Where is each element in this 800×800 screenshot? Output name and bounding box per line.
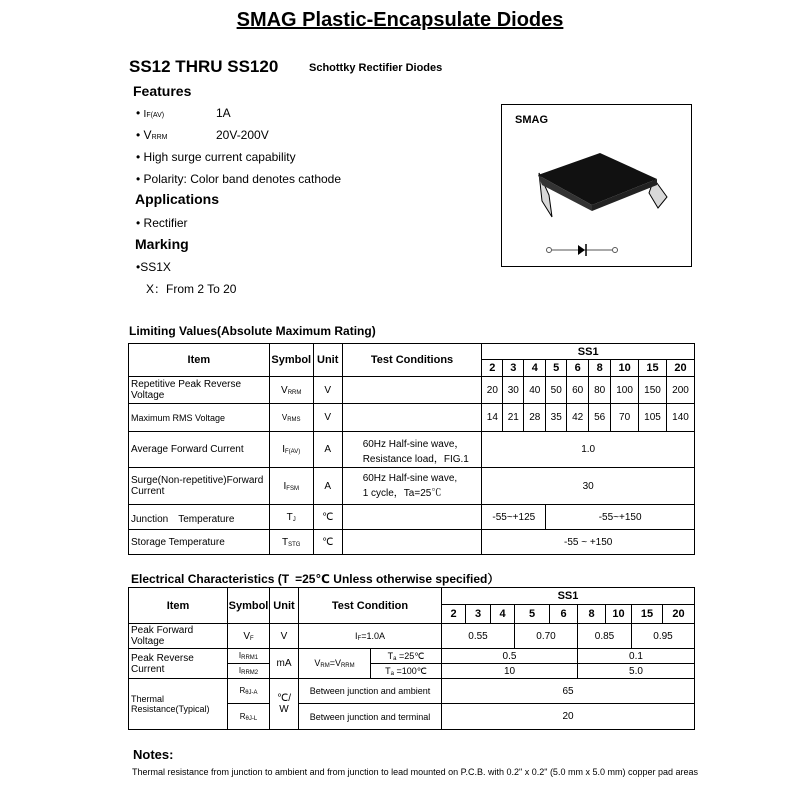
row-value: 0.5 (442, 649, 578, 664)
header-unit: Unit (270, 588, 299, 624)
row-unit: ℃/ W (270, 679, 299, 730)
package-box (501, 104, 692, 267)
row-value: 20 (482, 377, 503, 404)
row-test: Between junction and ambient (299, 679, 442, 704)
row-test-temp: $T_a$ =100℃ (371, 664, 442, 679)
col-header: 3 (466, 605, 491, 624)
row-value: 56 (589, 404, 611, 432)
feature-ifav: • IF(AV) (136, 106, 165, 120)
feature-surge: • High surge current capability (136, 150, 296, 164)
feature-polarity: • Polarity: Color band denotes cathode (136, 172, 342, 186)
row-symbol: $I_{RRM2}$ (228, 664, 270, 679)
row-value: 100 (611, 377, 639, 404)
row-value: 0.55 (442, 624, 515, 649)
table-row (129, 432, 695, 468)
col-header: 5 (515, 605, 550, 624)
row-value: 65 (442, 679, 695, 704)
table-row (129, 649, 695, 664)
row-value: 200 (666, 377, 694, 404)
table-row (129, 505, 695, 530)
row-value: 0.70 (515, 624, 578, 649)
row-value: -55~+125 (482, 505, 546, 530)
row-unit: V (270, 624, 299, 649)
limiting-title: Limiting Values(Absolute Maximum Rating) (129, 324, 376, 338)
package-label: SMAG (515, 114, 548, 126)
row-unit: mA (270, 649, 299, 679)
row-symbol: $T_J$ (269, 505, 313, 530)
col-header: 4 (524, 360, 546, 377)
row-value: -55 ~ +150 (482, 530, 695, 555)
row-test: $V_{RM}=V_{RRM}$ (299, 649, 371, 679)
col-header: 15 (639, 360, 667, 377)
electrical-table (128, 587, 695, 730)
feature-vrrm: • VRRM (136, 128, 168, 142)
table-row (129, 377, 695, 404)
row-test-temp: $T_a$ =25℃ (371, 649, 442, 664)
row-value: 60 (567, 377, 589, 404)
col-header: 20 (666, 360, 694, 377)
notes-text: Thermal resistance from junction to ambient and from junction to lead mounted on P.C.B. with 0.2" x 0.2" (5.0 mm x 5.0 mm) copper pad areas (132, 767, 698, 777)
feature-ifav-value: 1A (216, 106, 231, 120)
table-row (129, 679, 695, 704)
row-value: 30 (503, 377, 524, 404)
row-value: 35 (546, 404, 567, 432)
row-value: 0.85 (578, 624, 632, 649)
header-symbol: Symbol (228, 588, 270, 624)
row-unit: V (313, 377, 342, 404)
row-symbol: $R_{\theta J-A}$ (228, 679, 270, 704)
col-header: 2 (442, 605, 466, 624)
table-row (129, 404, 695, 432)
row-test (342, 505, 482, 530)
row-value: 42 (567, 404, 589, 432)
row-value: 150 (639, 377, 667, 404)
row-unit: A (313, 432, 342, 468)
row-value: 40 (524, 377, 546, 404)
row-value: 0.95 (632, 624, 695, 649)
package-drawing (502, 105, 691, 266)
row-value: 5.0 (578, 664, 695, 679)
row-symbol: $I_{RRM1}$ (228, 649, 270, 664)
row-unit: V (313, 404, 342, 432)
col-header: 8 (589, 360, 611, 377)
row-symbol: $I_{F(AV)}$ (269, 432, 313, 468)
row-value: 14 (482, 404, 503, 432)
diode-symbol-icon (547, 244, 618, 256)
row-value: 50 (546, 377, 567, 404)
col-header: 8 (578, 605, 606, 624)
row-symbol: $V_{RMS}$ (269, 404, 313, 432)
col-header: 3 (503, 360, 524, 377)
marking-note: X：From 2 To 20 (146, 282, 237, 296)
row-value: 28 (524, 404, 546, 432)
part-range: SS12 THRU SS120 (129, 57, 279, 76)
col-header: 15 (632, 605, 663, 624)
row-item: Average Forward Current (129, 432, 270, 468)
row-item: Peak Forward Voltage (129, 624, 228, 649)
header-group: SS1 (442, 588, 695, 605)
row-value: 10 (442, 664, 578, 679)
subtitle: Schottky Rectifier Diodes (309, 62, 443, 74)
row-item: Storage Temperature (129, 530, 270, 555)
col-header: 20 (663, 605, 695, 624)
row-symbol: $I_{FSM}$ (269, 468, 313, 505)
row-unit: ℃ (313, 530, 342, 555)
col-header: 6 (567, 360, 589, 377)
row-test: 60Hz Half-sine wave, 1 cycle，Ta=25℃ (342, 468, 482, 505)
row-test: $I_F=1.0A$ (299, 624, 442, 649)
col-header: 10 (606, 605, 632, 624)
row-test (342, 530, 482, 555)
row-value: 0.1 (578, 649, 695, 664)
electrical-title: Electrical Characteristics (T =25℃ Unless otherwise specified） (131, 572, 500, 586)
header-unit: Unit (313, 344, 342, 377)
row-item: Thermal Resistance(Typical) (129, 679, 228, 730)
table-row (129, 530, 695, 555)
row-value: 30 (482, 468, 695, 505)
col-header: 10 (611, 360, 639, 377)
table-row (129, 624, 695, 649)
table-row (129, 468, 695, 505)
application-item: • Rectifier (136, 216, 188, 230)
row-value: 80 (589, 377, 611, 404)
header-test: Test Condition (299, 588, 442, 624)
row-item: Peak Reverse Current (129, 649, 228, 679)
row-value: 21 (503, 404, 524, 432)
row-item: Surge(Non-repetitive)Forward Current (129, 468, 270, 505)
page-title: SMAG Plastic-Encapsulate Diodes (236, 9, 564, 31)
row-item: Junction Temperature (129, 505, 270, 530)
row-value: 140 (666, 404, 694, 432)
notes-heading: Notes: (133, 747, 174, 762)
col-header: 4 (491, 605, 515, 624)
row-test: 60Hz Half-sine wave， Resistance load，FIG.1 (342, 432, 482, 468)
col-header: 2 (482, 360, 503, 377)
row-value: 1.0 (482, 432, 695, 468)
col-header: 5 (546, 360, 567, 377)
header-group: SS1 (482, 344, 695, 360)
row-value: -55~+150 (546, 505, 695, 530)
header-item: Item (129, 344, 270, 377)
feature-vrrm-value: 20V-200V (216, 128, 269, 142)
marking-code: •SS1X (136, 260, 171, 274)
row-test (342, 377, 482, 404)
header-item: Item (129, 588, 228, 624)
row-symbol: $T_{STG}$ (269, 530, 313, 555)
row-unit: ℃ (313, 505, 342, 530)
row-test: Between junction and terminal (299, 704, 442, 730)
row-unit: A (313, 468, 342, 505)
row-symbol: $V_F$ (228, 624, 270, 649)
row-item: Repetitive Peak Reverse Voltage (129, 377, 270, 404)
marking-heading: Marking (135, 236, 189, 252)
row-symbol: $V_{RRM}$ (269, 377, 313, 404)
col-header: 6 (550, 605, 578, 624)
limiting-table (128, 343, 695, 555)
row-value: 105 (639, 404, 667, 432)
row-value: 20 (442, 704, 695, 730)
row-value: 70 (611, 404, 639, 432)
row-symbol: $R_{\theta J-L}$ (228, 704, 270, 730)
row-item: Maximum RMS Voltage (129, 404, 270, 432)
header-symbol: Symbol (269, 344, 313, 377)
applications-heading: Applications (135, 191, 220, 207)
features-heading: Features (133, 83, 192, 99)
header-test: Test Conditions (342, 344, 482, 377)
row-test (342, 404, 482, 432)
